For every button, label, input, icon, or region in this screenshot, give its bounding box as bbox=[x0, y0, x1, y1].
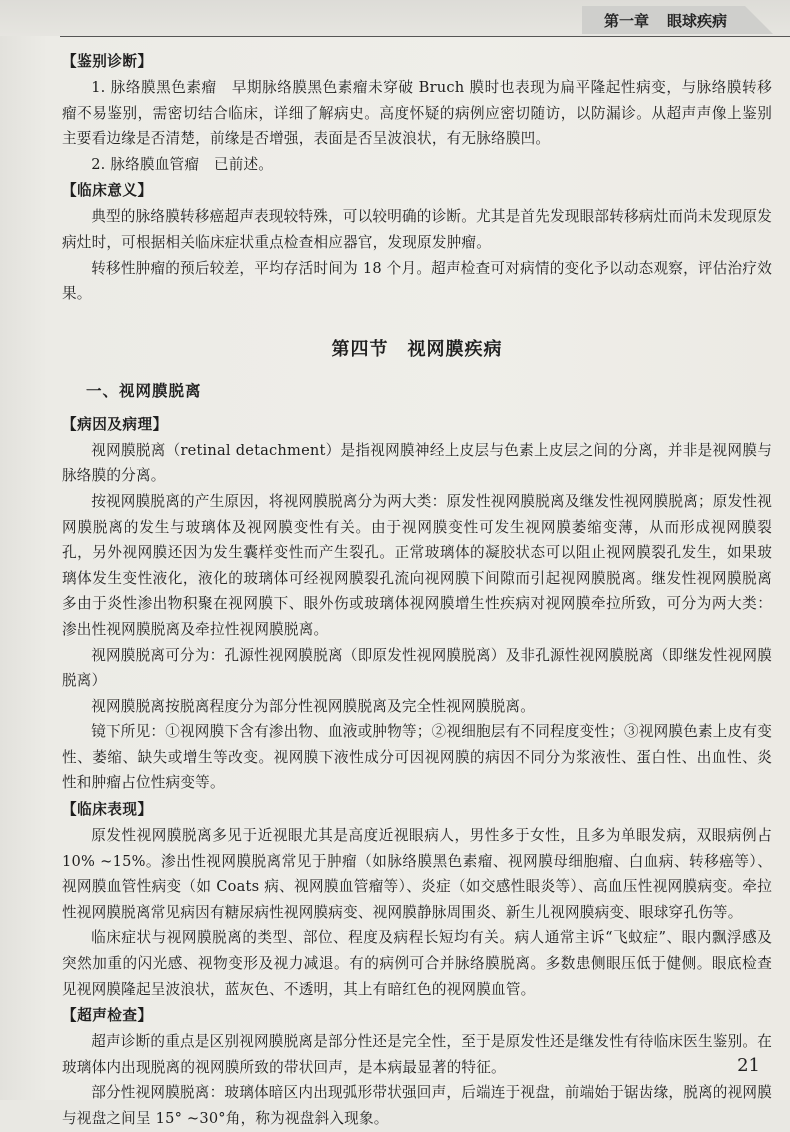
heading-differential-diagnosis: 【鉴别诊断】 bbox=[62, 53, 153, 70]
paragraph-etiology-1: 视网膜脱离（retinal detachment）是指视网膜神经上皮层与色素上皮层之间的分离，并非是视网膜与脉络膜的分离。 bbox=[62, 441, 772, 485]
page-body bbox=[62, 48, 772, 1132]
heading-clinical-manifestation: 【临床表现】 bbox=[62, 801, 153, 819]
heading-clinical-significance: 【临床意义】 bbox=[62, 182, 153, 200]
subsection-title: 一、视网膜脱离 bbox=[86, 381, 202, 400]
chapter-title: 眼球疾病 bbox=[666, 11, 727, 30]
heading-etiology: 【病因及病理】 bbox=[62, 415, 168, 433]
header-rule bbox=[60, 36, 790, 37]
paragraph-diff-1: 1. 脉络膜黑色素瘤 早期脉络膜黑色素瘤未穿破 Bruch 膜时也表现为扁平隆起性病变，与脉络膜转移瘤不易鉴别，需密切结合临床，详细了解病史。高度怀疑的病例应密切随访，以防漏诊。从超声声像上鉴别主要看边缘是否清楚，前缘是否增强，表面是否呈波浪状，有无脉络膜凹。 bbox=[62, 79, 772, 148]
paragraph-etiology-3: 视网膜脱离可分为：孔源性视网膜脱离（即原发性视网膜脱离）及非孔源性视网膜脱离（即继发性视网膜脱离） bbox=[62, 646, 772, 690]
paragraph-clinical-1: 典型的脉络膜转移癌超声表现较特殊，可以较明确的诊断。尤其是首先发现眼部转移病灶而尚未发现原发病灶时，可根据相关临床症状重点检查相应器官，发现原发肿瘤。 bbox=[62, 208, 772, 251]
paragraph-etiology-4: 视网膜脱离按脱离程度分为部分性视网膜脱离及完全性视网膜脱离。 bbox=[91, 697, 536, 715]
paragraph-etiology-2: 按视网膜脱离的产生原因，将视网膜脱离分为两大类：原发性视网膜脱离及继发性视网膜脱离；原发性视网膜脱离的发生与玻璃体及视网膜变性有关。由于视网膜变性可发生视网膜萎缩变薄，从而形成视网膜裂孔，另外视网膜还因为发生囊样变性而产生裂孔。正常玻璃体的凝胶状态可以阻止视网膜裂孔发生，如果玻璃体发生变性液化，液化的玻璃体可经视网膜裂孔流向视网膜下间隙而引起视网膜脱离。继发性视网膜脱离多由于炎性渗出物积聚在视网膜下、眼外伤或玻璃体视网膜增生性疾病对视网膜牵拉所致，可分为两大类：渗出性视网膜脱离及牵拉性视网膜脱离。 bbox=[62, 492, 772, 638]
chapter-tab bbox=[582, 6, 745, 34]
page-number: 21 bbox=[737, 1055, 760, 1076]
paragraph-manifest-2: 临床症状与视网膜脱离的类型、部位、程度及病程长短均有关。病人通常主诉“飞蚊症”、眼内飘浮感及突然加重的闪光感、视物变形及视力减退。有的病例可合并脉络膜脱离。多数患侧眼压低于健侧。眼底检查见视网膜隆起呈波浪状，蓝灰色、不透明，其上有暗红色的视网膜血管。 bbox=[62, 929, 772, 998]
paragraph-manifest-1: 原发性视网膜脱离多见于近视眼尤其是高度近视眼病人，男性多于女性，且多为单眼发病，双眼病例占 10% ~15%。渗出性视网膜脱离常见于肿瘤（如脉络膜黑色素瘤、视网膜母细胞瘤、白血病、转移癌等）、视网膜血管性病变（如 Coats 病、视网膜血管瘤等）、炎症（如交感性眼炎等）、高血压性视网膜病变。牵拉性视网膜脱离常见病因有糖尿病性视网膜病变、视网膜静脉周围炎、新生儿视网膜病变、眼球穿孔伤等。 bbox=[62, 827, 772, 921]
paragraph-etiology-5: 镜下所见：①视网膜下含有渗出物、血液或肿物等；②视细胞层有不同程度变性；③视网膜色素上皮有变性、萎缩、缺失或增生等改变。视网膜下液性成分可因视网膜的病因不同分为浆液性、蛋白性、出血性、炎性和肿瘤占位性病变等。 bbox=[62, 723, 772, 792]
chapter-number: 第一章 bbox=[603, 11, 649, 30]
paragraph-diff-2: 2. 脉络膜血管瘤 已前述。 bbox=[91, 155, 274, 173]
paragraph-ultrasound-2: 部分性视网膜脱离：玻璃体暗区内出现弧形带状强回声，后端连于视盘，前端始于锯齿缘，脱离的视网膜与视盘之间呈 15° ~30°角，称为视盘斜入现象。 bbox=[62, 1084, 772, 1127]
heading-ultrasound: 【超声检查】 bbox=[62, 1007, 153, 1025]
paragraph-ultrasound-1: 超声诊断的重点是区别视网膜脱离是部分性还是完全性，至于是原发性还是继发性有待临床医生鉴别。在玻璃体内出现脱离的视网膜所致的带状回声，是本病最显著的特征。 bbox=[62, 1033, 772, 1076]
section-title: 第四节 视网膜疾病 bbox=[331, 338, 503, 360]
paragraph-clinical-2: 转移性肿瘤的预后较差，平均存活时间为 18 个月。超声检查可对病情的变化予以动态观察，评估治疗效果。 bbox=[62, 259, 772, 303]
